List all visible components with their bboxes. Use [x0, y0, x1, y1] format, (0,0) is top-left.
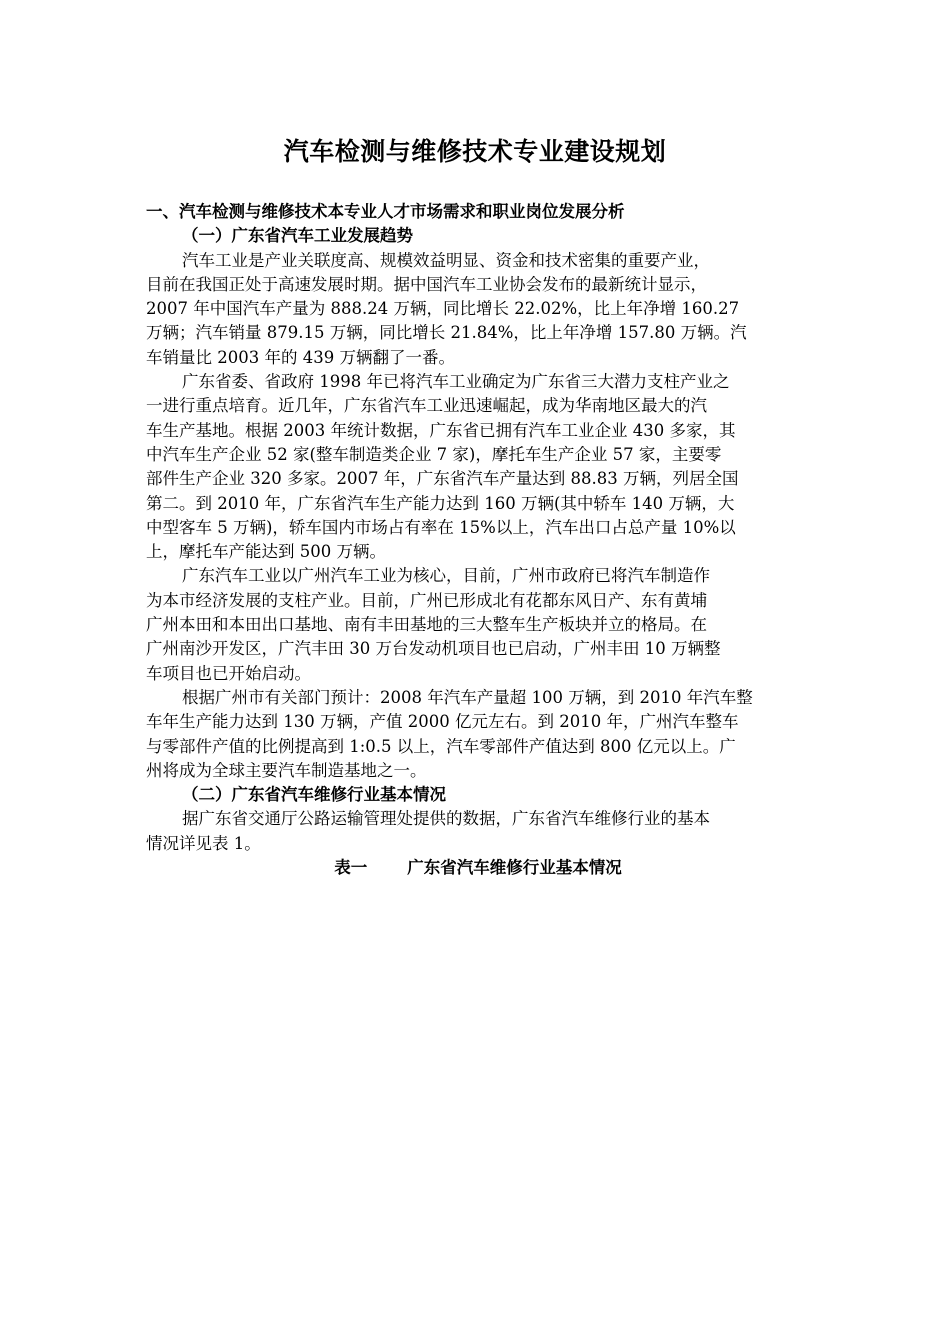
text-line: 广州南沙开发区，广汽丰田 30 万台发动机项目也已启动，广州丰田 10 万辆整: [146, 639, 721, 659]
subsection-heading-2: （二）广东省汽车维修行业基本情况: [182, 785, 446, 805]
text-line: 车年生产能力达到 130 万辆，产值 2000 亿元左右。到 2010 年，广州汽车整车: [146, 712, 739, 732]
paragraph-forecast: [146, 686, 810, 783]
paragraph-repair-industry: [146, 807, 810, 856]
text-line: 中型客车 5 万辆)，轿车国内市场占有率在 15%以上，汽车出口占总产量 10%以: [146, 517, 736, 537]
text-line: 第二。到 2010 年，广东省汽车生产能力达到 160 万辆(其中轿车 140 万辆，大: [146, 493, 735, 513]
text-line: 根据广州市有关部门预计：2008 年汽车产量超 100 万辆，到 2010 年汽车整: [182, 687, 753, 707]
text-line: 2007 年中国汽车产量为 888.24 万辆，同比增长 22.02%，比上年净增 160.27: [146, 299, 740, 319]
text-line: 万辆；汽车销量 879.15 万辆，同比增长 21.84%，比上年净增 157.80 万辆。汽: [146, 323, 747, 343]
text-line: 情况详见表 1。: [146, 833, 261, 853]
table-caption: [146, 856, 810, 880]
paragraph-guangzhou-industry: [146, 564, 810, 685]
text-line: 广东省委、省政府 1998 年已将汽车工业确定为广东省三大潜力支柱产业之: [182, 372, 730, 392]
text-line: 上，摩托车产能达到 500 万辆。: [146, 542, 386, 562]
text-line: 车销量比 2003 年的 439 万辆翻了一番。: [146, 347, 455, 367]
paragraph-auto-industry: [146, 249, 810, 370]
document-title: 汽车检测与维修技术专业建设规划: [283, 137, 667, 166]
text-line: 一进行重点培育。近几年，广东省汽车工业迅速崛起，成为华南地区最大的汽: [146, 396, 707, 416]
section-heading-1: 一、汽车检测与维修技术本专业人才市场需求和职业岗位发展分析: [146, 202, 625, 221]
subsection-heading-1: （一）广东省汽车工业发展趋势: [182, 226, 413, 246]
text-line: 广东汽车工业以广州汽车工业为核心，目前，广州市政府已将汽车制造作: [182, 566, 710, 586]
table-caption-label: 表一: [334, 858, 368, 878]
text-line: 车生产基地。根据 2003 年统计数据，广东省已拥有汽车工业企业 430 多家，其: [146, 420, 736, 440]
text-line: 部件生产企业 320 多家。2007 年，广东省汽车产量达到 88.83 万辆，列居全国: [146, 469, 739, 489]
text-line: 州将成为全球主要汽车制造基地之一。: [146, 760, 427, 780]
text-line: 目前在我国正处于高速发展时期。据中国汽车工业协会发布的最新统计显示，: [146, 274, 707, 294]
text-line: 为本市经济发展的支柱产业。目前，广州已形成北有花都东风日产、东有黄埔: [146, 590, 707, 610]
table-caption-text: 广东省汽车维修行业基本情况: [407, 858, 622, 878]
text-line: 据广东省交通厅公路运输管理处提供的数据，广东省汽车维修行业的基本: [182, 809, 710, 829]
text-line: 车项目也已开始启动。: [146, 663, 311, 683]
document-body: [146, 200, 810, 880]
paragraph-guangdong-industry: [146, 370, 810, 564]
text-line: 广州本田和本田出口基地、南有丰田基地的三大整车生产板块并立的格局。在: [146, 615, 707, 635]
text-line: 汽车工业是产业关联度高、规模效益明显、资金和技术密集的重要产业，: [182, 250, 710, 270]
text-line: 中汽车生产企业 52 家(整车制造类企业 7 家)，摩托车生产企业 57 家，主要零: [146, 444, 722, 464]
text-line: 与零部件产值的比例提高到 1:0.5 以上，汽车零部件产值达到 800 亿元以上。广: [146, 736, 736, 756]
